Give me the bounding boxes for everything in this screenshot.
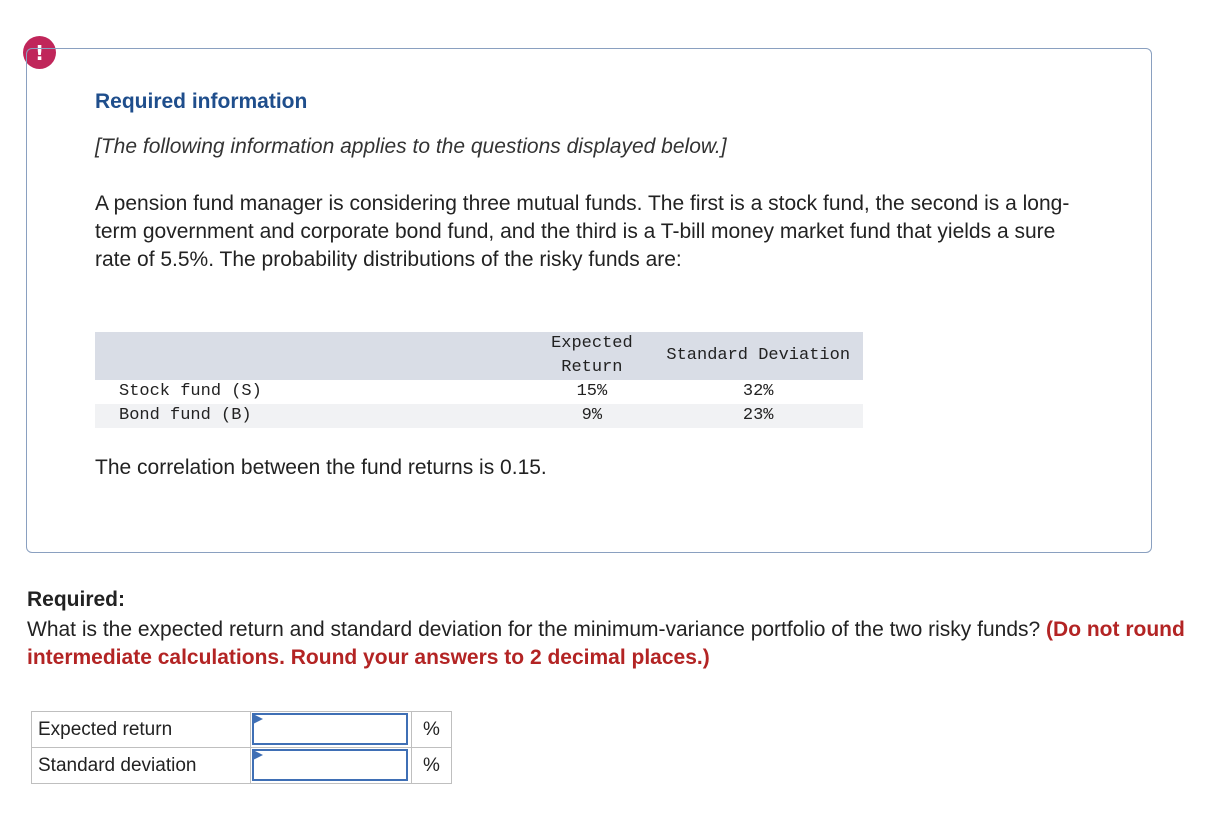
answer-table [31, 711, 452, 784]
required-question [27, 616, 1187, 672]
flag-icon [253, 750, 263, 760]
correlation-text: The correlation between the fund returns is 0.15. [95, 456, 547, 479]
table-row [95, 404, 863, 428]
info-note: [The following information applies to the questions displayed below.] [95, 135, 727, 158]
answer-label: Standard deviation [32, 748, 251, 784]
table-header-row [95, 332, 863, 380]
row-standard-deviation: 23% [742, 406, 774, 425]
header-expected-return: Expected Return [551, 334, 633, 377]
rounding-instruction: (Do not round intermediate calculations. Round your answers to 2 decimal places.) [27, 618, 1185, 669]
header-standard-deviation: Standard Deviation [666, 346, 851, 365]
answer-input-cell [251, 712, 412, 748]
header-blank [95, 332, 530, 380]
question-text: What is the expected return and standard deviation for the minimum-variance portfolio of the two risky funds? [27, 618, 1041, 641]
answer-input-cell [251, 748, 412, 784]
answer-unit: % [412, 712, 452, 748]
answer-row [32, 748, 452, 784]
row-expected-return: 9% [581, 406, 603, 425]
flag-icon [253, 714, 263, 724]
table-row [95, 380, 863, 404]
standard-deviation-input[interactable] [252, 749, 408, 781]
alert-symbol: ! [34, 40, 45, 65]
row-label: Bond fund (B) [119, 406, 252, 425]
row-standard-deviation: 32% [742, 382, 774, 401]
info-body: A pension fund manager is considering three mutual funds. The first is a stock fund, the second is a long-term government and corporate bond fund, and the third is a T-bill money market fund that yields a sure rate of 5.5%. The probability distributions of the risky funds are: [95, 192, 1070, 271]
required-title: Required: [27, 588, 126, 611]
row-expected-return: 15% [576, 382, 608, 401]
fund-distribution-table [95, 332, 863, 428]
answer-unit: % [412, 748, 452, 784]
expected-return-input[interactable] [252, 713, 408, 745]
row-label: Stock fund (S) [119, 382, 262, 401]
answer-row [32, 712, 452, 748]
info-title: Required information [95, 90, 308, 113]
answer-label: Expected return [32, 712, 251, 748]
